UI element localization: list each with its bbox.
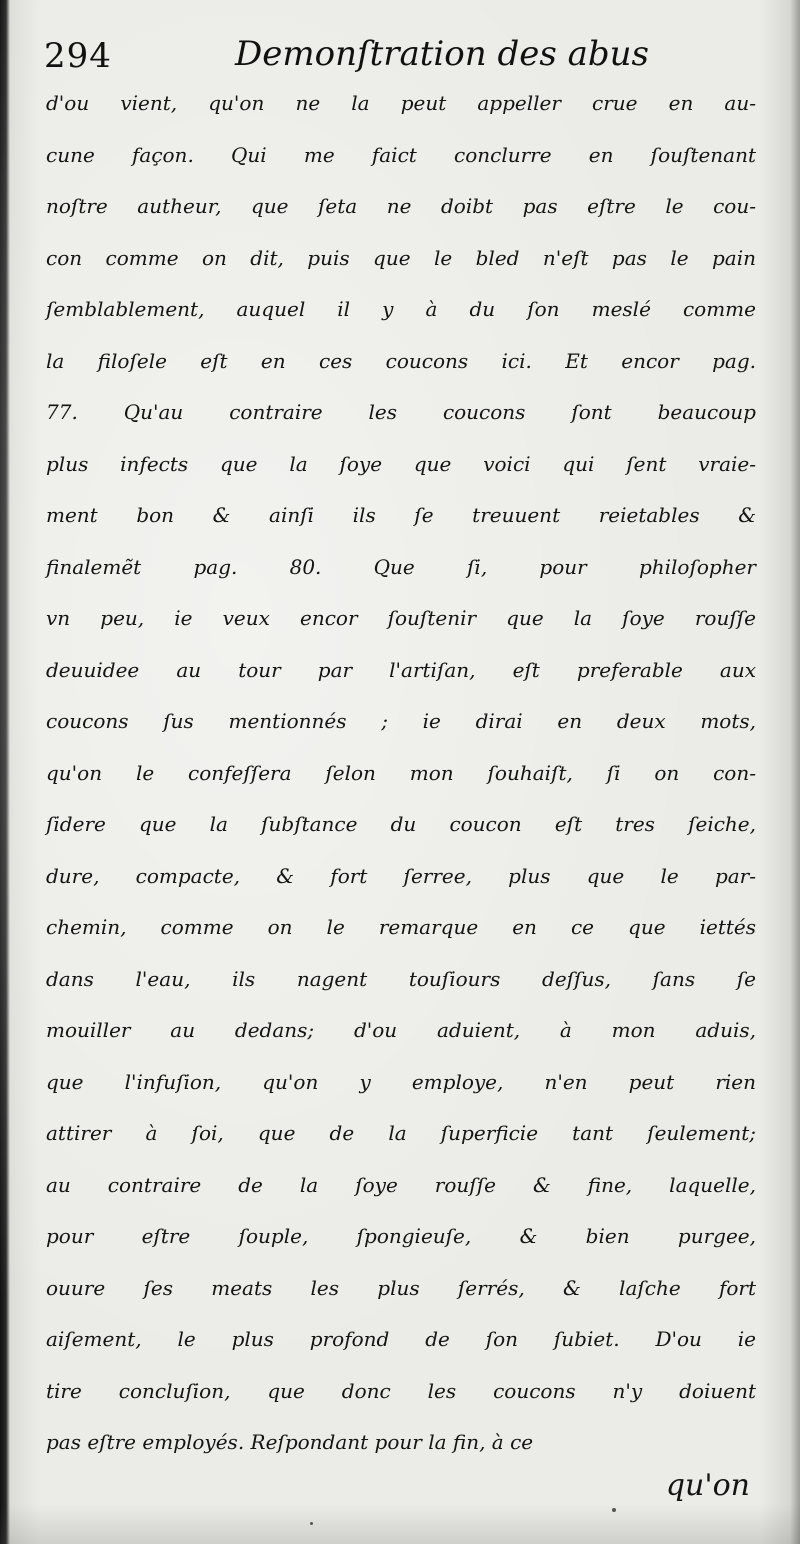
text-line: noſtre autheur, que ſeta ne doibt pas eſtre le cou- xyxy=(46,194,756,218)
text-line: mouiller au dedans; d'ou aduient, à mon aduis, xyxy=(46,1018,756,1042)
text-line: dure, compacte, & fort ſerree, plus que le par- xyxy=(46,863,756,888)
text-line: tire concluſion, que donc les coucons n'y doiuent xyxy=(46,1378,756,1403)
text-line: con comme on dit, puis que le bled n'eſt pas le pain xyxy=(46,245,756,270)
text-line: dans l'eau, ils nagent touſiours deſſus, ſans ſe xyxy=(46,966,756,991)
text-line: ſidere que la ſubſtance du coucon eſt tres ſeiche, xyxy=(46,812,756,836)
text-line: deuuidee au tour par l'artiſan, eſt preferable aux xyxy=(46,657,756,682)
text-line: la filoſele eſt en ces coucons ici. Et encor pag. xyxy=(46,348,756,373)
text-line: finalemẽt pag. 80. Que ſi, pour philoſopher xyxy=(46,554,756,579)
text-line: au contraire de la ſoye rouſſe & fine, laquelle, xyxy=(46,1172,756,1197)
page-number: 294 xyxy=(44,36,112,76)
text-line: ouure ſes meats les plus ſerrés, & laſche fort xyxy=(46,1275,756,1300)
text-line: ſemblablement, auquel il y à du ſon meslé comme xyxy=(46,297,756,321)
text-line: coucons ſus mentionnés ; ie dirai en deux mots, xyxy=(46,709,756,733)
text-line: pour eſtre ſouple, ſpongieuſe, & bien purgee, xyxy=(46,1224,756,1248)
text-line: vn peu, ie veux encor ſouſtenir que la ſoye rouſſe xyxy=(46,606,756,630)
text-line: d'ou vient, qu'on ne la peut appeller crue en au- xyxy=(46,91,756,115)
text-line: 77. Qu'au contraire les coucons ſont beaucoup xyxy=(46,400,756,424)
text-line: que l'infuſion, qu'on y employe, n'en peut rien xyxy=(46,1069,756,1094)
page-header xyxy=(40,22,760,82)
body-text xyxy=(46,78,756,1469)
text-line: plus infects que la ſoye que voici qui ſent vraie- xyxy=(46,451,756,476)
text-line: chemin, comme on le remarque en ce que iettés xyxy=(46,915,756,939)
text-line: aiſement, le plus profond de ſon ſubiet. D'ou ie xyxy=(46,1327,756,1351)
text-line: pas eſtre employés. Reſpondant pour la fin, à ce xyxy=(46,1430,534,1454)
text-line: cune façon. Qui me faict conclurre en ſouſtenant xyxy=(46,142,756,167)
page-edge-shadow xyxy=(0,1504,800,1544)
catchword: qu'on xyxy=(665,1468,750,1503)
text-line: qu'on le confeſſera ſelon mon ſouhaiſt, ſi on con- xyxy=(46,760,756,785)
running-head: Demonſtration des abus xyxy=(235,34,649,74)
text-line: ment bon & ainſi ils ſe treuuent reietables & xyxy=(46,503,756,527)
text-line: attirer à ſoi, que de la ſuperficie tant ſeulement; xyxy=(46,1121,756,1145)
